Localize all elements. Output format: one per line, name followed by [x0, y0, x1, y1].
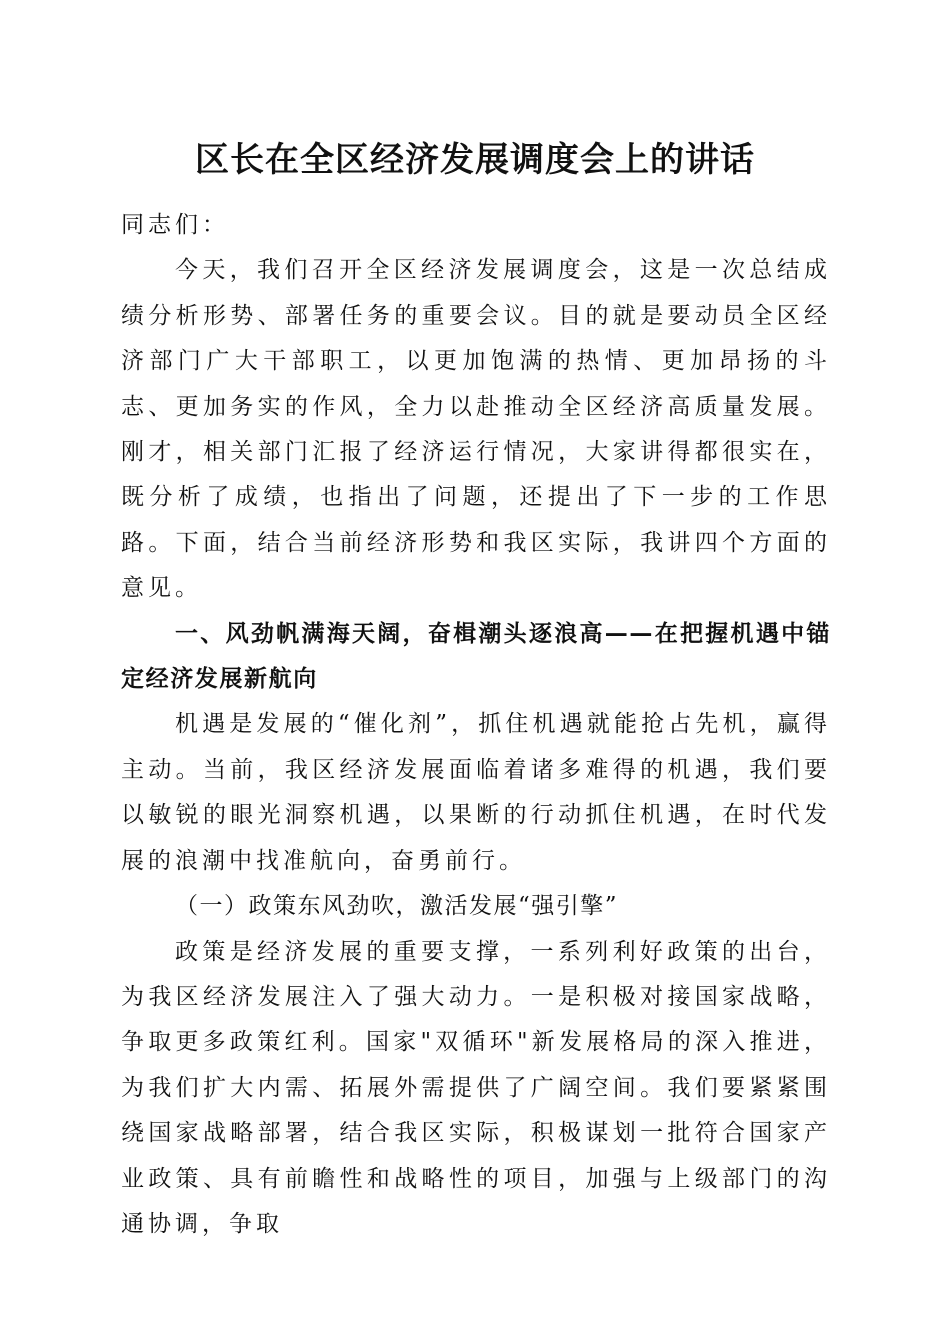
document-body	[121, 203, 831, 1247]
salutation: 同志们：	[121, 212, 229, 238]
intro-paragraph: 今天，我们召开全区经济发展调度会，这是一次总结成绩分析形势、部署任务的重要会议。目的就是要动员全区经济部门广大干部职工，以更加饱满的热情、更加昂扬的斗志、更加务实的作风，全力以赴推动全区经济高质量发展。刚才，相关部门汇报了经济运行情况，大家讲得都很实在，既分析了成绩，也指出了问题，还提出了下一步的工作思路。下面，结合当前经济形势和我区实际，我讲四个方面的意见。	[121, 257, 831, 602]
section-1-heading: 一、风劲帆满海天阔，奋楫潮头逐浪高——在把握机遇中锚定经济发展新航向	[121, 620, 831, 693]
subsection-1-heading: （一）政策东风劲吹，激活发展“强引擎”	[175, 893, 619, 920]
section-1-paragraph: 机遇是发展的“催化剂”，抓住机遇就能抢占先机，赢得主动。当前，我区经济发展面临着诸多难得的机遇，我们要以敏锐的眼光洞察机遇，以果断的行动抓住机遇，在时代发展的浪潮中找准航向，奋勇前行。	[121, 711, 831, 874]
subsection-1-paragraph: 政策是经济发展的重要支撑，一系列利好政策的出台，为我区经济发展注入了强大动力。一是积极对接国家战略，争取更多政策红利。国家"双循环"新发展格局的深入推进，为我们扩大内需、拓展外需提供了广阔空间。我们要紧紧围绕国家战略部署，结合我区实际，积极谋划一批符合国家产业政策、具有前瞻性和战略性的项目，加强与上级部门的沟通协调，争取	[121, 938, 831, 1237]
page-title: 区长在全区经济发展调度会上的讲话	[195, 140, 755, 180]
